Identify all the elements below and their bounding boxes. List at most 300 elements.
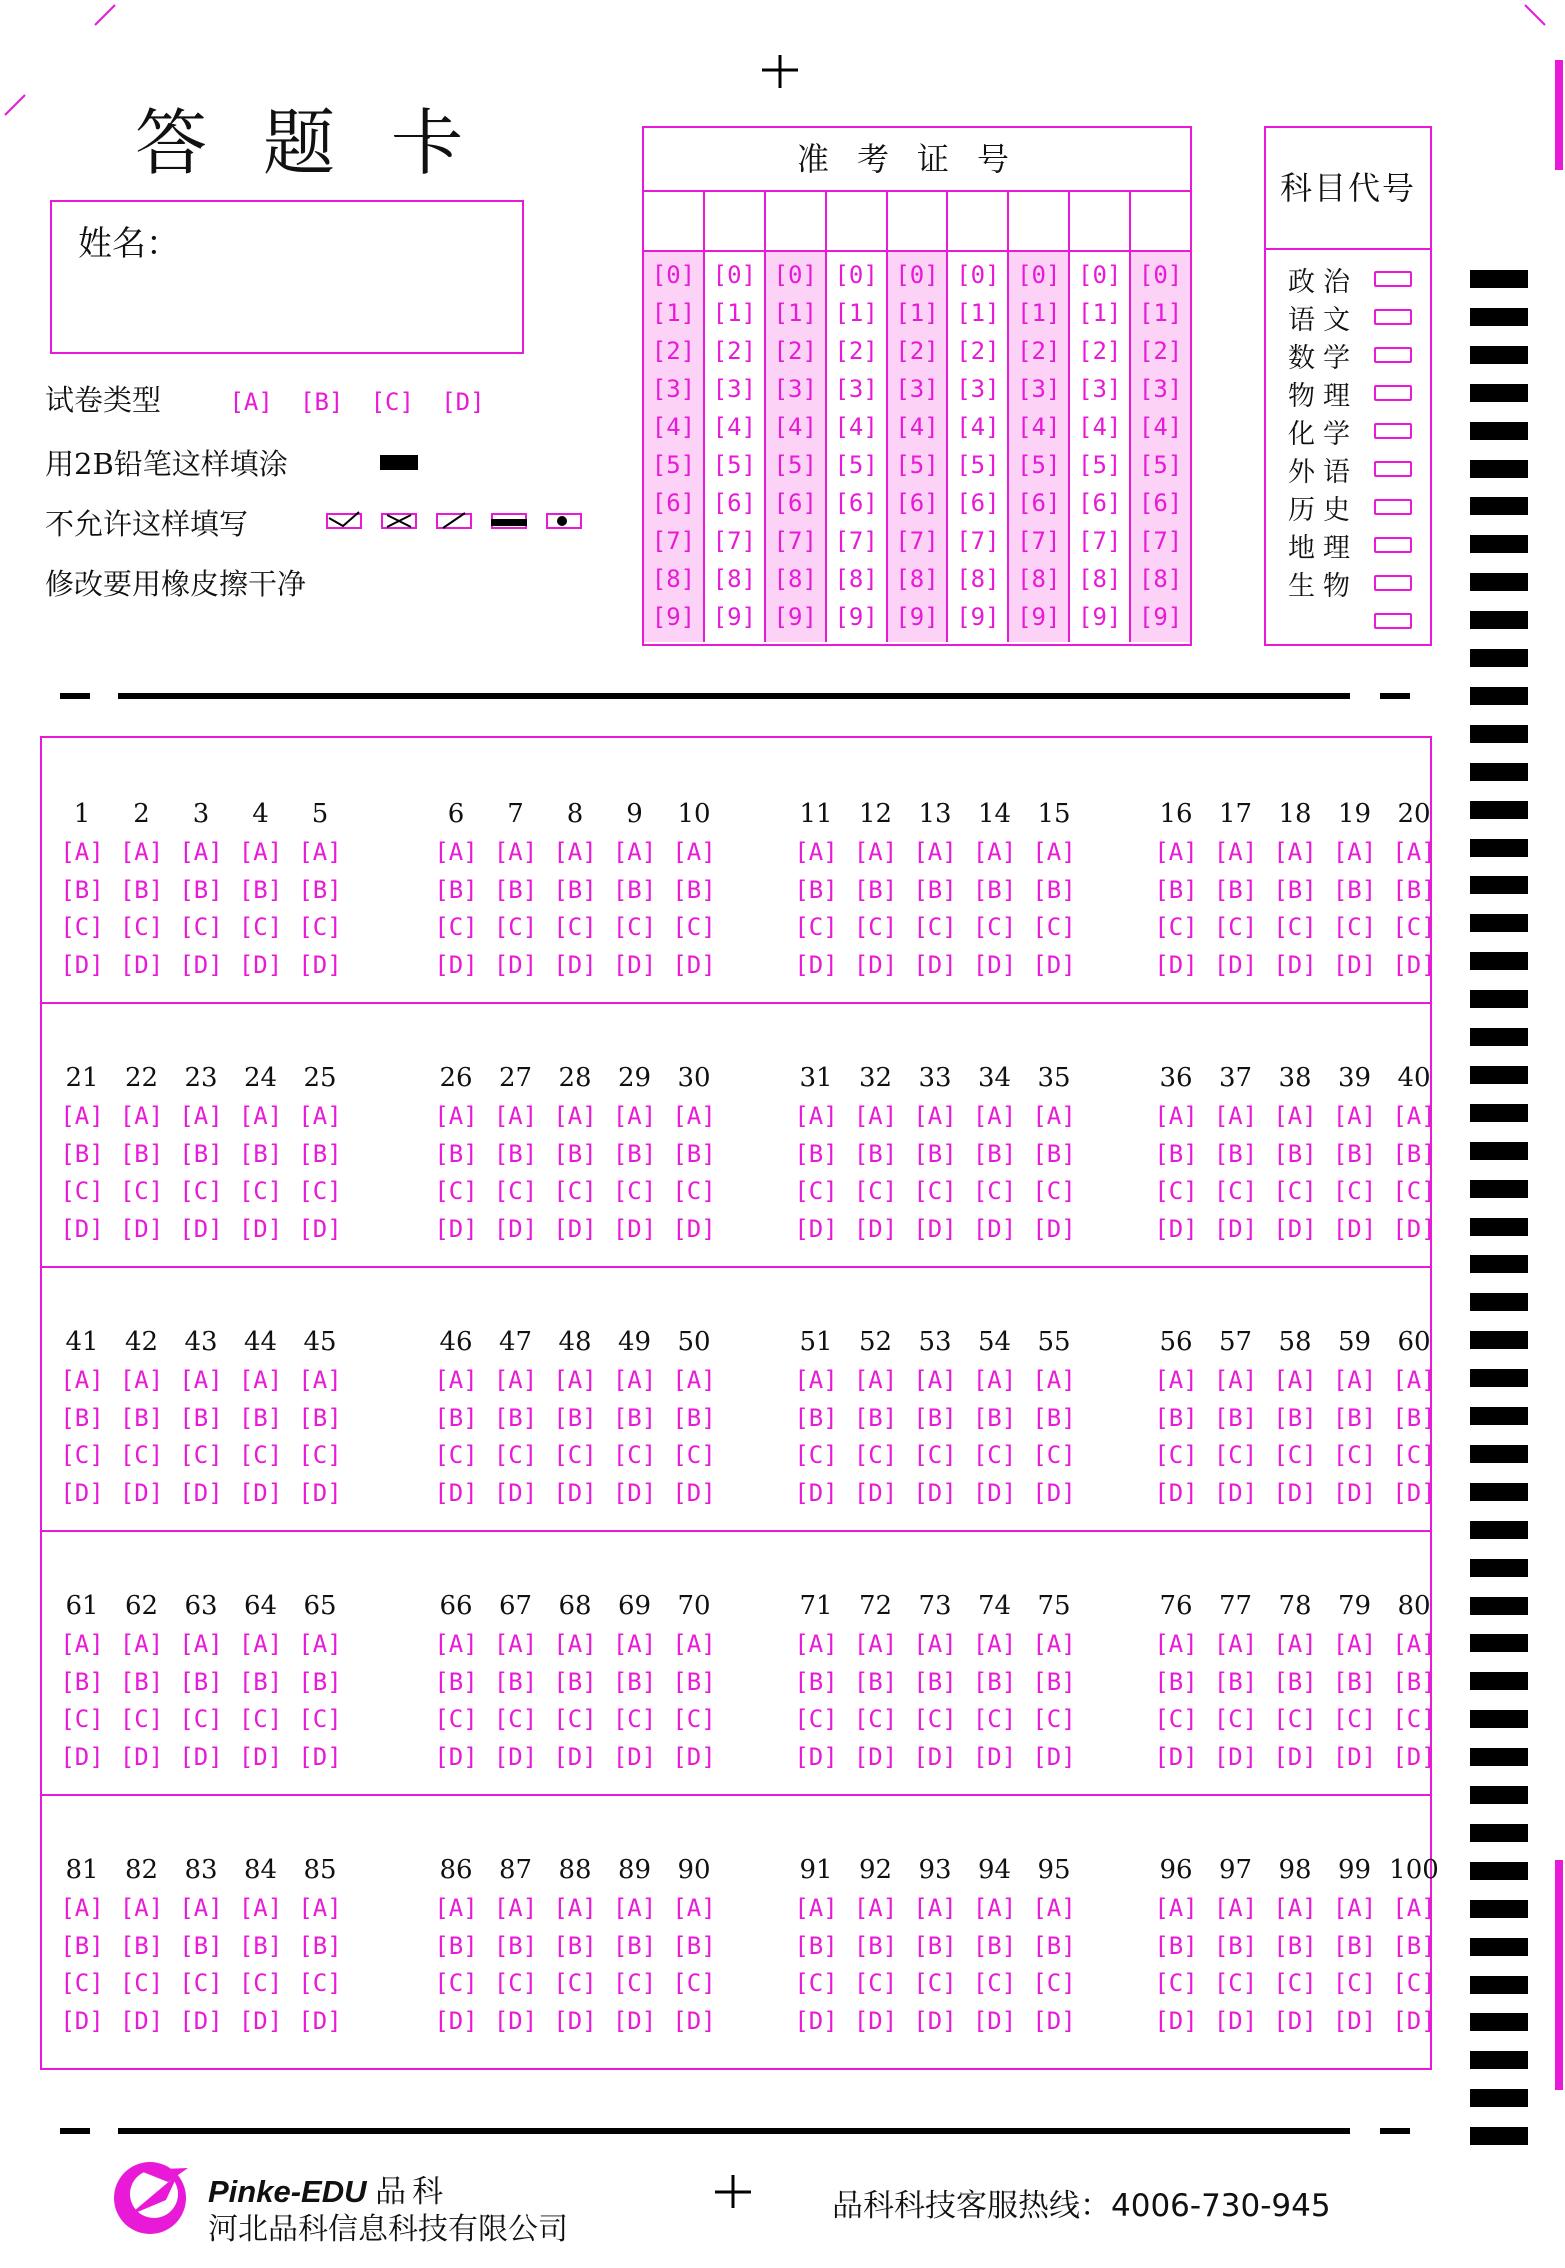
answer-bubble[interactable]: [D] bbox=[972, 950, 1017, 979]
answer-bubble[interactable]: [A] bbox=[434, 1102, 478, 1130]
answer-bubble[interactable]: [A] bbox=[972, 1102, 1017, 1130]
answer-bubble[interactable]: [C] bbox=[1032, 913, 1076, 941]
answer-bubble[interactable]: [A] bbox=[553, 1630, 597, 1658]
answer-bubble[interactable]: [D] bbox=[913, 950, 957, 979]
answer-bubble[interactable]: [A] bbox=[1213, 838, 1258, 866]
answer-bubble[interactable]: [A] bbox=[612, 1366, 657, 1394]
student-id-digit-bubble[interactable]: [6] bbox=[1017, 489, 1061, 517]
answer-bubble[interactable]: [C] bbox=[794, 1705, 838, 1733]
student-id-digit-bubble[interactable]: [2] bbox=[956, 337, 1000, 365]
answer-bubble[interactable]: [C] bbox=[119, 913, 164, 941]
answer-bubble[interactable]: [B] bbox=[119, 875, 164, 904]
answer-bubble[interactable]: [B] bbox=[60, 1403, 104, 1432]
answer-bubble[interactable]: [B] bbox=[60, 875, 104, 904]
answer-bubble[interactable]: [B] bbox=[119, 1931, 164, 1960]
answer-bubble[interactable]: [D] bbox=[434, 1214, 478, 1243]
answer-bubble[interactable]: [C] bbox=[612, 1969, 657, 1997]
answer-bubble[interactable]: [C] bbox=[913, 1705, 957, 1733]
student-id-digit-bubble[interactable]: [3] bbox=[773, 375, 817, 403]
answer-bubble[interactable]: [D] bbox=[1154, 1742, 1198, 1771]
student-id-digit-bubble[interactable]: [8] bbox=[1138, 565, 1183, 593]
answer-bubble[interactable]: [C] bbox=[672, 1441, 716, 1469]
answer-bubble[interactable]: [B] bbox=[672, 875, 716, 904]
answer-bubble[interactable]: [C] bbox=[493, 1177, 538, 1205]
answer-bubble[interactable]: [C] bbox=[238, 913, 283, 941]
answer-bubble[interactable]: [D] bbox=[493, 2006, 538, 2035]
answer-bubble[interactable]: [C] bbox=[853, 1441, 898, 1469]
answer-bubble[interactable]: [A] bbox=[1032, 1630, 1076, 1658]
student-id-digit-bubble[interactable]: [8] bbox=[895, 565, 939, 593]
answer-bubble[interactable]: [A] bbox=[672, 838, 716, 866]
answer-bubble[interactable]: [D] bbox=[1154, 1478, 1198, 1507]
answer-bubble[interactable]: [C] bbox=[179, 1177, 223, 1205]
answer-bubble[interactable]: [A] bbox=[1213, 1366, 1258, 1394]
answer-bubble[interactable]: [B] bbox=[853, 1139, 898, 1168]
student-id-digit-bubble[interactable]: [3] bbox=[956, 375, 1000, 403]
answer-bubble[interactable]: [D] bbox=[913, 1478, 957, 1507]
answer-bubble[interactable]: [B] bbox=[1154, 875, 1198, 904]
answer-bubble[interactable]: [C] bbox=[60, 1177, 104, 1205]
answer-bubble[interactable]: [C] bbox=[298, 1177, 342, 1205]
answer-bubble[interactable]: [B] bbox=[1273, 1403, 1317, 1432]
answer-bubble[interactable]: [A] bbox=[612, 838, 657, 866]
answer-bubble[interactable]: [C] bbox=[972, 1177, 1017, 1205]
answer-bubble[interactable]: [C] bbox=[1332, 913, 1377, 941]
name-box[interactable] bbox=[50, 200, 524, 354]
answer-bubble[interactable]: [A] bbox=[1273, 1366, 1317, 1394]
student-id-digit-bubble[interactable]: [6] bbox=[712, 489, 757, 517]
answer-bubble[interactable]: [B] bbox=[553, 1667, 597, 1696]
answer-bubble[interactable]: [C] bbox=[972, 913, 1017, 941]
answer-bubble[interactable]: [B] bbox=[1392, 1139, 1436, 1168]
answer-bubble[interactable]: [B] bbox=[1213, 875, 1258, 904]
answer-bubble[interactable]: [D] bbox=[1213, 2006, 1258, 2035]
student-id-digit-bubble[interactable]: [3] bbox=[1138, 375, 1183, 403]
answer-bubble[interactable]: [C] bbox=[972, 1969, 1017, 1997]
answer-bubble[interactable]: [C] bbox=[298, 913, 342, 941]
answer-bubble[interactable]: [D] bbox=[434, 1742, 478, 1771]
student-id-digit-bubble[interactable]: [7] bbox=[773, 527, 817, 555]
answer-bubble[interactable]: [A] bbox=[179, 838, 223, 866]
subject-bubble[interactable] bbox=[1374, 613, 1412, 629]
answer-bubble[interactable]: [B] bbox=[238, 1139, 283, 1168]
answer-bubble[interactable]: [A] bbox=[553, 1894, 597, 1922]
answer-bubble[interactable]: [C] bbox=[1154, 1177, 1198, 1205]
student-id-digit-bubble[interactable]: [4] bbox=[1078, 413, 1122, 441]
answer-bubble[interactable]: [B] bbox=[1332, 1931, 1377, 1960]
answer-bubble[interactable]: [A] bbox=[298, 1894, 342, 1922]
answer-bubble[interactable]: [C] bbox=[1032, 1705, 1076, 1733]
answer-bubble[interactable]: [A] bbox=[238, 1366, 283, 1394]
student-id-digit-bubble[interactable]: [7] bbox=[1078, 527, 1122, 555]
student-id-digit-bubble[interactable]: [2] bbox=[1138, 337, 1183, 365]
answer-bubble[interactable]: [C] bbox=[1332, 1441, 1377, 1469]
answer-bubble[interactable]: [B] bbox=[493, 1667, 538, 1696]
answer-bubble[interactable]: [A] bbox=[1154, 1102, 1198, 1130]
answer-bubble[interactable]: [D] bbox=[1213, 1742, 1258, 1771]
student-id-digit-bubble[interactable]: [1] bbox=[834, 299, 878, 327]
answer-bubble[interactable]: [C] bbox=[1392, 1441, 1436, 1469]
student-id-digit-bubble[interactable]: [9] bbox=[712, 603, 757, 631]
answer-bubble[interactable]: [B] bbox=[1273, 1931, 1317, 1960]
answer-bubble[interactable]: [B] bbox=[119, 1667, 164, 1696]
answer-bubble[interactable]: [D] bbox=[1332, 950, 1377, 979]
answer-bubble[interactable]: [B] bbox=[493, 1139, 538, 1168]
answer-bubble[interactable]: [B] bbox=[1032, 1667, 1076, 1696]
answer-bubble[interactable]: [A] bbox=[119, 1366, 164, 1394]
answer-bubble[interactable]: [A] bbox=[119, 838, 164, 866]
answer-bubble[interactable]: [A] bbox=[179, 1630, 223, 1658]
answer-bubble[interactable]: [C] bbox=[1392, 1705, 1436, 1733]
answer-bubble[interactable]: [D] bbox=[434, 2006, 478, 2035]
answer-bubble[interactable]: [B] bbox=[1154, 1931, 1198, 1960]
answer-bubble[interactable]: [B] bbox=[179, 1667, 223, 1696]
student-id-digit-bubble[interactable]: [0] bbox=[1078, 261, 1122, 289]
answer-bubble[interactable]: [A] bbox=[493, 1102, 538, 1130]
answer-bubble[interactable]: [C] bbox=[238, 1705, 283, 1733]
student-id-write-cell[interactable] bbox=[948, 190, 1009, 250]
answer-bubble[interactable]: [D] bbox=[553, 1478, 597, 1507]
answer-bubble[interactable]: [C] bbox=[853, 913, 898, 941]
student-id-digit-bubble[interactable]: [8] bbox=[1078, 565, 1122, 593]
answer-bubble[interactable]: [D] bbox=[612, 1214, 657, 1243]
answer-bubble[interactable]: [A] bbox=[972, 838, 1017, 866]
answer-bubble[interactable]: [D] bbox=[60, 1214, 104, 1243]
student-id-digit-bubble[interactable]: [7] bbox=[895, 527, 939, 555]
answer-bubble[interactable]: [D] bbox=[1332, 1214, 1377, 1243]
answer-bubble[interactable]: [D] bbox=[60, 1478, 104, 1507]
answer-bubble[interactable]: [A] bbox=[1154, 1366, 1198, 1394]
answer-bubble[interactable]: [D] bbox=[913, 2006, 957, 2035]
student-id-digit-bubble[interactable]: [9] bbox=[651, 603, 696, 631]
answer-bubble[interactable]: [C] bbox=[179, 913, 223, 941]
answer-bubble[interactable]: [C] bbox=[60, 1705, 104, 1733]
student-id-digit-bubble[interactable]: [2] bbox=[773, 337, 817, 365]
answer-bubble[interactable]: [C] bbox=[1032, 1969, 1076, 1997]
answer-bubble[interactable]: [C] bbox=[612, 1177, 657, 1205]
answer-bubble[interactable]: [A] bbox=[493, 838, 538, 866]
answer-bubble[interactable]: [D] bbox=[238, 1214, 283, 1243]
answer-bubble[interactable]: [D] bbox=[794, 1742, 838, 1771]
answer-bubble[interactable]: [C] bbox=[60, 1441, 104, 1469]
answer-bubble[interactable]: [D] bbox=[1032, 1214, 1076, 1243]
answer-bubble[interactable]: [B] bbox=[60, 1139, 104, 1168]
student-id-digit-bubble[interactable]: [7] bbox=[834, 527, 878, 555]
answer-bubble[interactable]: [C] bbox=[179, 1705, 223, 1733]
answer-bubble[interactable]: [B] bbox=[794, 1667, 838, 1696]
answer-bubble[interactable]: [A] bbox=[434, 1630, 478, 1658]
answer-bubble[interactable]: [D] bbox=[1392, 1478, 1436, 1507]
answer-bubble[interactable]: [A] bbox=[434, 838, 478, 866]
student-id-digit-bubble[interactable]: [8] bbox=[712, 565, 757, 593]
answer-bubble[interactable]: [B] bbox=[179, 1931, 223, 1960]
answer-bubble[interactable]: [D] bbox=[1273, 950, 1317, 979]
answer-bubble[interactable]: [A] bbox=[238, 838, 283, 866]
student-id-write-cell[interactable] bbox=[1009, 190, 1070, 250]
student-id-digit-bubble[interactable]: [6] bbox=[1138, 489, 1183, 517]
answer-bubble[interactable]: [A] bbox=[794, 1894, 838, 1922]
answer-bubble[interactable]: [D] bbox=[853, 2006, 898, 2035]
student-id-write-cell[interactable] bbox=[644, 190, 705, 250]
answer-bubble[interactable]: [B] bbox=[238, 875, 283, 904]
answer-bubble[interactable]: [A] bbox=[853, 1366, 898, 1394]
answer-bubble[interactable]: [C] bbox=[238, 1441, 283, 1469]
answer-bubble[interactable]: [D] bbox=[60, 2006, 104, 2035]
answer-bubble[interactable]: [B] bbox=[1154, 1667, 1198, 1696]
answer-bubble[interactable]: [D] bbox=[493, 1742, 538, 1771]
student-id-digit-bubble[interactable]: [5] bbox=[712, 451, 757, 479]
student-id-digit-bubble[interactable]: [3] bbox=[712, 375, 757, 403]
answer-bubble[interactable]: [A] bbox=[913, 1366, 957, 1394]
answer-bubble[interactable]: [D] bbox=[1332, 1742, 1377, 1771]
answer-bubble[interactable]: [D] bbox=[1273, 1478, 1317, 1507]
answer-bubble[interactable]: [A] bbox=[1392, 1894, 1436, 1922]
answer-bubble[interactable]: [A] bbox=[1213, 1894, 1258, 1922]
student-id-digit-bubble[interactable]: [0] bbox=[895, 261, 939, 289]
answer-bubble[interactable]: [C] bbox=[612, 1705, 657, 1733]
answer-bubble[interactable]: [A] bbox=[1332, 838, 1377, 866]
answer-bubble[interactable]: [D] bbox=[238, 1478, 283, 1507]
answer-bubble[interactable]: [B] bbox=[913, 1403, 957, 1432]
answer-bubble[interactable]: [D] bbox=[119, 2006, 164, 2035]
student-id-digit-bubble[interactable]: [0] bbox=[956, 261, 1000, 289]
answer-bubble[interactable]: [C] bbox=[553, 1969, 597, 1997]
student-id-digit-bubble[interactable]: [1] bbox=[895, 299, 939, 327]
answer-bubble[interactable]: [C] bbox=[1332, 1705, 1377, 1733]
answer-bubble[interactable]: [A] bbox=[1154, 1894, 1198, 1922]
answer-bubble[interactable]: [A] bbox=[553, 1102, 597, 1130]
answer-bubble[interactable]: [C] bbox=[794, 913, 838, 941]
answer-bubble[interactable]: [C] bbox=[972, 1441, 1017, 1469]
answer-bubble[interactable]: [B] bbox=[553, 1139, 597, 1168]
answer-bubble[interactable]: [D] bbox=[238, 1742, 283, 1771]
answer-bubble[interactable]: [D] bbox=[179, 1742, 223, 1771]
answer-bubble[interactable]: [C] bbox=[434, 1705, 478, 1733]
answer-bubble[interactable]: [A] bbox=[1332, 1630, 1377, 1658]
student-id-digit-bubble[interactable]: [5] bbox=[956, 451, 1000, 479]
answer-bubble[interactable]: [B] bbox=[493, 1931, 538, 1960]
answer-bubble[interactable]: [D] bbox=[1392, 1742, 1436, 1771]
answer-bubble[interactable]: [B] bbox=[1154, 1403, 1198, 1432]
answer-bubble[interactable]: [A] bbox=[1154, 1630, 1198, 1658]
answer-bubble[interactable]: [B] bbox=[1273, 1667, 1317, 1696]
answer-bubble[interactable]: [B] bbox=[1213, 1667, 1258, 1696]
answer-bubble[interactable]: [A] bbox=[60, 1630, 104, 1658]
answer-bubble[interactable]: [C] bbox=[1273, 1705, 1317, 1733]
answer-bubble[interactable]: [C] bbox=[1392, 1969, 1436, 1997]
answer-bubble[interactable]: [A] bbox=[972, 1366, 1017, 1394]
answer-bubble[interactable]: [C] bbox=[794, 1969, 838, 1997]
student-id-digit-bubble[interactable]: [2] bbox=[651, 337, 696, 365]
answer-bubble[interactable]: [D] bbox=[1332, 2006, 1377, 2035]
answer-bubble[interactable]: [D] bbox=[1032, 950, 1076, 979]
paper-type-d[interactable]: [D] bbox=[441, 388, 485, 416]
student-id-digit-bubble[interactable]: [1] bbox=[1138, 299, 1183, 327]
answer-bubble[interactable]: [C] bbox=[493, 1441, 538, 1469]
answer-bubble[interactable]: [D] bbox=[119, 950, 164, 979]
answer-bubble[interactable]: [D] bbox=[434, 950, 478, 979]
student-id-write-cell[interactable] bbox=[1131, 190, 1190, 250]
answer-bubble[interactable]: [A] bbox=[612, 1894, 657, 1922]
answer-bubble[interactable]: [C] bbox=[119, 1969, 164, 1997]
subject-bubble[interactable] bbox=[1374, 271, 1412, 287]
answer-bubble[interactable]: [D] bbox=[1273, 1214, 1317, 1243]
answer-bubble[interactable]: [A] bbox=[1273, 1630, 1317, 1658]
answer-bubble[interactable]: [D] bbox=[119, 1742, 164, 1771]
answer-bubble[interactable]: [D] bbox=[238, 2006, 283, 2035]
answer-bubble[interactable]: [B] bbox=[1213, 1403, 1258, 1432]
answer-bubble[interactable]: [C] bbox=[672, 1969, 716, 1997]
student-id-digit-bubble[interactable]: [5] bbox=[651, 451, 696, 479]
answer-bubble[interactable]: [C] bbox=[119, 1177, 164, 1205]
answer-bubble[interactable]: [D] bbox=[60, 1742, 104, 1771]
answer-bubble[interactable]: [A] bbox=[119, 1102, 164, 1130]
student-id-write-cell[interactable] bbox=[705, 190, 766, 250]
answer-bubble[interactable]: [D] bbox=[434, 1478, 478, 1507]
answer-bubble[interactable]: [A] bbox=[60, 838, 104, 866]
answer-bubble[interactable]: [A] bbox=[972, 1894, 1017, 1922]
answer-bubble[interactable]: [A] bbox=[853, 1894, 898, 1922]
answer-bubble[interactable]: [B] bbox=[672, 1931, 716, 1960]
answer-bubble[interactable]: [C] bbox=[972, 1705, 1017, 1733]
answer-bubble[interactable]: [B] bbox=[553, 1931, 597, 1960]
answer-bubble[interactable]: [D] bbox=[119, 1478, 164, 1507]
student-id-digit-bubble[interactable]: [9] bbox=[834, 603, 878, 631]
answer-bubble[interactable]: [D] bbox=[60, 950, 104, 979]
student-id-digit-bubble[interactable]: [9] bbox=[1138, 603, 1183, 631]
answer-bubble[interactable]: [A] bbox=[913, 838, 957, 866]
answer-bubble[interactable]: [D] bbox=[972, 2006, 1017, 2035]
answer-bubble[interactable]: [A] bbox=[1273, 838, 1317, 866]
student-id-digit-bubble[interactable]: [3] bbox=[895, 375, 939, 403]
answer-bubble[interactable]: [B] bbox=[1392, 1931, 1436, 1960]
answer-bubble[interactable]: [A] bbox=[1332, 1102, 1377, 1130]
answer-bubble[interactable]: [A] bbox=[672, 1366, 716, 1394]
answer-bubble[interactable]: [A] bbox=[913, 1102, 957, 1130]
student-id-digit-bubble[interactable]: [9] bbox=[773, 603, 817, 631]
answer-bubble[interactable]: [D] bbox=[1332, 1478, 1377, 1507]
answer-bubble[interactable]: [B] bbox=[853, 875, 898, 904]
paper-type-c[interactable]: [C] bbox=[370, 388, 414, 416]
student-id-digit-bubble[interactable]: [6] bbox=[651, 489, 696, 517]
answer-bubble[interactable]: [B] bbox=[913, 875, 957, 904]
answer-bubble[interactable]: [B] bbox=[434, 1403, 478, 1432]
answer-bubble[interactable]: [B] bbox=[1273, 875, 1317, 904]
answer-bubble[interactable]: [A] bbox=[1332, 1366, 1377, 1394]
answer-bubble[interactable]: [B] bbox=[1332, 1403, 1377, 1432]
answer-bubble[interactable]: [C] bbox=[179, 1441, 223, 1469]
answer-bubble[interactable]: [D] bbox=[119, 1214, 164, 1243]
answer-bubble[interactable]: [C] bbox=[298, 1441, 342, 1469]
answer-bubble[interactable]: [A] bbox=[1032, 1102, 1076, 1130]
student-id-digit-bubble[interactable]: [5] bbox=[1017, 451, 1061, 479]
answer-bubble[interactable]: [C] bbox=[913, 1177, 957, 1205]
answer-bubble[interactable]: [C] bbox=[672, 913, 716, 941]
answer-bubble[interactable]: [C] bbox=[1213, 1177, 1258, 1205]
answer-bubble[interactable]: [D] bbox=[553, 2006, 597, 2035]
answer-bubble[interactable]: [C] bbox=[853, 1705, 898, 1733]
answer-bubble[interactable]: [D] bbox=[553, 1214, 597, 1243]
student-id-digit-bubble[interactable]: [0] bbox=[712, 261, 757, 289]
student-id-digit-bubble[interactable]: [7] bbox=[712, 527, 757, 555]
answer-bubble[interactable]: [D] bbox=[1154, 950, 1198, 979]
subject-bubble[interactable] bbox=[1374, 385, 1412, 401]
answer-bubble[interactable]: [C] bbox=[553, 913, 597, 941]
answer-bubble[interactable]: [A] bbox=[1213, 1102, 1258, 1130]
answer-bubble[interactable]: [C] bbox=[298, 1969, 342, 1997]
student-id-digit-bubble[interactable]: [8] bbox=[773, 565, 817, 593]
student-id-digit-bubble[interactable]: [0] bbox=[1017, 261, 1061, 289]
answer-bubble[interactable]: [D] bbox=[1032, 1478, 1076, 1507]
answer-bubble[interactable]: [B] bbox=[794, 1139, 838, 1168]
subject-bubble[interactable] bbox=[1374, 537, 1412, 553]
answer-bubble[interactable]: [A] bbox=[493, 1894, 538, 1922]
answer-bubble[interactable]: [A] bbox=[119, 1630, 164, 1658]
answer-bubble[interactable]: [C] bbox=[1154, 1705, 1198, 1733]
answer-bubble[interactable]: [B] bbox=[179, 1403, 223, 1432]
answer-bubble[interactable]: [A] bbox=[238, 1102, 283, 1130]
answer-bubble[interactable]: [C] bbox=[434, 1441, 478, 1469]
student-id-digit-bubble[interactable]: [6] bbox=[1078, 489, 1122, 517]
answer-bubble[interactable]: [A] bbox=[298, 1630, 342, 1658]
answer-bubble[interactable]: [D] bbox=[672, 2006, 716, 2035]
answer-bubble[interactable]: [A] bbox=[913, 1894, 957, 1922]
answer-bubble[interactable]: [D] bbox=[553, 950, 597, 979]
answer-bubble[interactable]: [A] bbox=[853, 838, 898, 866]
answer-bubble[interactable]: [D] bbox=[913, 1214, 957, 1243]
student-id-digit-bubble[interactable]: [7] bbox=[956, 527, 1000, 555]
answer-bubble[interactable]: [D] bbox=[794, 1214, 838, 1243]
answer-bubble[interactable]: [B] bbox=[1392, 1403, 1436, 1432]
student-id-digit-bubble[interactable]: [2] bbox=[1078, 337, 1122, 365]
answer-bubble[interactable]: [D] bbox=[298, 2006, 342, 2035]
student-id-write-cell[interactable] bbox=[766, 190, 827, 250]
answer-bubble[interactable]: [C] bbox=[434, 1177, 478, 1205]
student-id-digit-bubble[interactable]: [7] bbox=[1138, 527, 1183, 555]
answer-bubble[interactable]: [D] bbox=[972, 1742, 1017, 1771]
answer-bubble[interactable]: [B] bbox=[434, 1139, 478, 1168]
answer-bubble[interactable]: [D] bbox=[794, 950, 838, 979]
answer-bubble[interactable]: [C] bbox=[238, 1177, 283, 1205]
student-id-digit-bubble[interactable]: [0] bbox=[834, 261, 878, 289]
answer-bubble[interactable]: [C] bbox=[553, 1177, 597, 1205]
answer-bubble[interactable]: [D] bbox=[853, 1214, 898, 1243]
subject-bubble[interactable] bbox=[1374, 461, 1412, 477]
answer-bubble[interactable]: [A] bbox=[853, 1630, 898, 1658]
student-id-digit-bubble[interactable]: [4] bbox=[651, 413, 696, 441]
answer-bubble[interactable]: [B] bbox=[853, 1403, 898, 1432]
answer-bubble[interactable]: [B] bbox=[972, 1403, 1017, 1432]
student-id-digit-bubble[interactable]: [0] bbox=[1138, 261, 1183, 289]
answer-bubble[interactable]: [C] bbox=[1273, 1969, 1317, 1997]
answer-bubble[interactable]: [B] bbox=[553, 1403, 597, 1432]
answer-bubble[interactable]: [A] bbox=[179, 1894, 223, 1922]
student-id-digit-bubble[interactable]: [5] bbox=[1078, 451, 1122, 479]
answer-bubble[interactable]: [C] bbox=[1213, 1705, 1258, 1733]
answer-bubble[interactable]: [A] bbox=[434, 1894, 478, 1922]
answer-bubble[interactable]: [D] bbox=[612, 2006, 657, 2035]
answer-bubble[interactable]: [D] bbox=[612, 1478, 657, 1507]
answer-bubble[interactable]: [C] bbox=[794, 1177, 838, 1205]
student-id-digit-bubble[interactable]: [1] bbox=[712, 299, 757, 327]
student-id-digit-bubble[interactable]: [9] bbox=[895, 603, 939, 631]
student-id-digit-bubble[interactable]: [5] bbox=[1138, 451, 1183, 479]
answer-bubble[interactable]: [A] bbox=[553, 1366, 597, 1394]
answer-bubble[interactable]: [B] bbox=[493, 875, 538, 904]
answer-bubble[interactable]: [B] bbox=[119, 1403, 164, 1432]
subject-bubble[interactable] bbox=[1374, 347, 1412, 363]
answer-bubble[interactable]: [C] bbox=[60, 913, 104, 941]
